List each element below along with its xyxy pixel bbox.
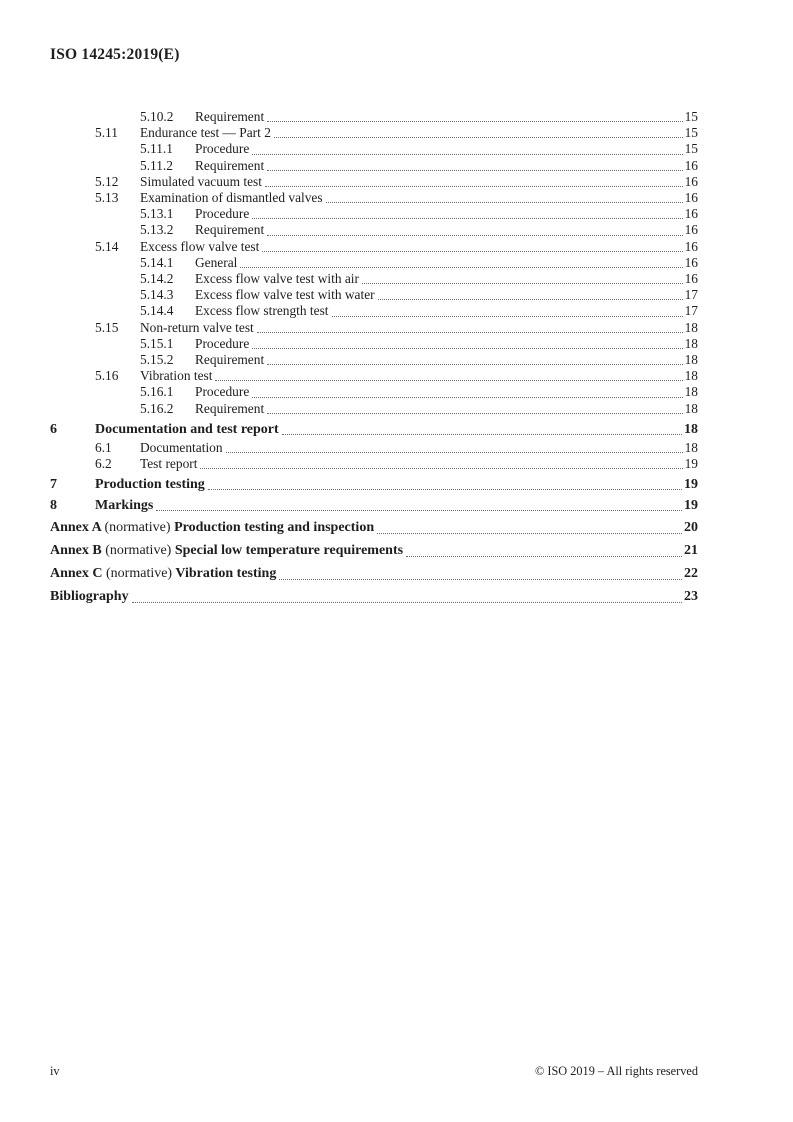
toc-clause-title: Test report [140,456,198,472]
toc-dotted-leader [252,218,682,219]
toc-clause-number: 6.2 [95,456,112,472]
toc-page-number: 18 [684,421,698,437]
toc-clause-number: 5.16.2 [140,400,174,416]
toc-clause-number: 5.13.2 [140,222,174,238]
toc-page-number: 17 [684,303,698,319]
toc-clause-title: Non-return valve test [140,319,254,335]
toc-clause-title: Production testing [95,477,205,493]
toc-dotted-leader [252,348,682,349]
toc-clause-number: 5.14 [95,238,119,254]
toc-page-number: 18 [684,384,698,400]
toc-clause-title: Requirement [195,400,265,416]
toc-dotted-leader [406,556,682,557]
annex-normative-label: (normative) [105,543,172,559]
annex-title: Production testing and inspection [174,520,375,536]
toc-row [50,125,698,141]
toc-clause-number: 5.12 [95,173,119,189]
toc-page-number: 15 [684,125,698,141]
toc-clause-number: 5.10.2 [140,109,174,124]
toc-clause-number: 5.15.1 [140,335,174,351]
toc-clause-title: Excess flow valve test with air [195,271,359,287]
toc-dotted-leader [226,452,683,453]
toc-clause-number: 7 [50,477,57,493]
toc-clause-title: Procedure [195,141,250,157]
toc-row [50,456,698,472]
toc-dotted-leader [267,235,682,236]
toc-row [50,206,698,222]
toc-page-number: 17 [684,287,698,303]
table-of-contents [50,109,698,606]
toc-dotted-leader [132,602,682,603]
toc-clause-number: 5.11 [95,125,118,141]
footer-page-number: iv [50,1064,60,1078]
toc-clause-number: 5.14.2 [140,271,174,287]
toc-clause-number: 5.16 [95,368,119,384]
document-title-header: ISO 14245:2019(E) [50,46,180,63]
toc-page-number: 16 [684,271,698,287]
toc-page-number: 18 [684,368,698,384]
toc-dotted-leader [267,170,682,171]
toc-row [50,141,698,157]
toc-dotted-leader [262,251,682,252]
toc-page-number: 21 [684,543,698,559]
toc-page-number: 16 [684,222,698,238]
toc-page-number: 15 [684,141,698,157]
toc-dotted-leader [265,186,683,187]
toc-row [50,320,698,336]
toc-row [50,190,698,206]
toc-row [50,255,698,271]
toc-page-number: 15 [684,109,698,124]
toc-clause-number: 5.15 [95,319,119,335]
toc-row [50,542,698,560]
toc-clause-title: Requirement [195,109,265,124]
annex-normative-label: (normative) [104,520,171,536]
toc-annex-title [50,565,276,583]
toc-clause-number: 6 [50,421,57,437]
toc-dotted-leader [215,380,682,381]
toc-dotted-leader [208,489,682,490]
toc-clause-number: 5.15.2 [140,352,174,368]
toc-annex-title [50,588,129,606]
toc-dotted-leader [274,137,683,138]
toc-row [50,497,698,514]
toc-row [50,303,698,319]
toc-clause-number: 5.14.3 [140,287,174,303]
toc-page-number: 18 [684,400,698,416]
toc-row [50,222,698,238]
toc-dotted-leader [362,283,683,284]
toc-clause-number: 5.14.4 [140,303,174,319]
toc-clause-title: Examination of dismantled valves [140,190,323,206]
toc-dotted-leader [156,510,682,511]
toc-row [50,336,698,352]
toc-dotted-leader [240,267,682,268]
page-footer [50,1063,698,1079]
toc-clause-title: Procedure [195,384,250,400]
toc-row [50,588,698,606]
toc-dotted-leader [267,413,682,414]
toc-clause-title: Simulated vacuum test [140,173,262,189]
toc-page-number: 19 [684,456,698,472]
toc-clause-number: 5.11.1 [140,141,173,157]
toc-row [50,401,698,417]
toc-clause-title: Procedure [195,335,250,351]
footer-copyright: © ISO 2019 – All rights reserved [534,1064,698,1078]
toc-dotted-leader [282,434,682,435]
toc-clause-number: 5.13 [95,190,119,206]
toc-page-number: 16 [684,254,698,270]
toc-dotted-leader [200,468,682,469]
annex-label: Bibliography [50,589,129,605]
toc-row [50,476,698,493]
toc-clause-number: 8 [50,498,57,514]
toc-row [50,352,698,368]
toc-row [50,421,698,438]
toc-annex-title [50,542,403,560]
toc-clause-title: Requirement [195,157,265,173]
toc-page-number: 16 [684,173,698,189]
toc-page-number: 23 [684,589,698,605]
annex-normative-label: (normative) [106,566,173,582]
toc-dotted-leader [377,533,682,534]
toc-dotted-leader [332,316,683,317]
toc-dotted-leader [279,579,682,580]
toc-page-number: 16 [684,238,698,254]
toc-page-number: 19 [684,477,698,493]
toc-row [50,368,698,384]
toc-row [50,239,698,255]
toc-clause-title: Documentation and test report [95,421,279,437]
toc-clause-number: 5.14.1 [140,254,174,270]
toc-annex-title [50,519,374,537]
toc-clause-title: Requirement [195,352,265,368]
toc-clause-title: General [195,254,238,270]
toc-clause-number: 5.11.2 [140,157,173,173]
toc-dotted-leader [267,364,682,365]
toc-row [50,565,698,583]
toc-page-number: 16 [684,190,698,206]
toc-dotted-leader [326,202,683,203]
toc-dotted-leader [257,332,683,333]
toc-page-number: 18 [684,439,698,455]
annex-label: Annex C [50,566,103,582]
toc-clause-title: Vibration test [140,368,213,384]
toc-row [50,440,698,456]
toc-clause-title: Excess flow valve test [140,238,260,254]
toc-clause-title: Markings [95,498,154,514]
toc-page-number: 19 [684,498,698,514]
toc-row [50,384,698,400]
toc-row [50,271,698,287]
toc-row [50,109,698,125]
annex-title: Vibration testing [175,566,277,582]
toc-page-number: 18 [684,335,698,351]
toc-page-number: 16 [684,206,698,222]
toc-page-number: 22 [684,566,698,582]
toc-clause-title: Requirement [195,222,265,238]
toc-dotted-leader [378,299,683,300]
toc-clause-title: Endurance test — Part 2 [140,125,271,141]
toc-clause-title: Excess flow strength test [195,303,329,319]
toc-clause-title: Documentation [140,439,223,455]
toc-row [50,174,698,190]
toc-dotted-leader [267,121,682,122]
toc-clause-number: 6.1 [95,439,112,455]
toc-clause-title: Procedure [195,206,250,222]
annex-label: Annex A [50,520,101,536]
toc-row [50,158,698,174]
toc-page-number: 18 [684,319,698,335]
annex-title: Special low temperature requirements [174,543,404,559]
toc-dotted-leader [252,397,682,398]
annex-label: Annex B [50,543,102,559]
toc-clause-title: Excess flow valve test with water [195,287,375,303]
toc-page-number: 16 [684,157,698,173]
toc-page-number: 18 [684,352,698,368]
toc-clause-number: 5.13.1 [140,206,174,222]
toc-row [50,519,698,537]
toc-clause-number: 5.16.1 [140,384,174,400]
toc-dotted-leader [252,154,682,155]
toc-page-number: 20 [684,520,698,536]
toc-row [50,287,698,303]
